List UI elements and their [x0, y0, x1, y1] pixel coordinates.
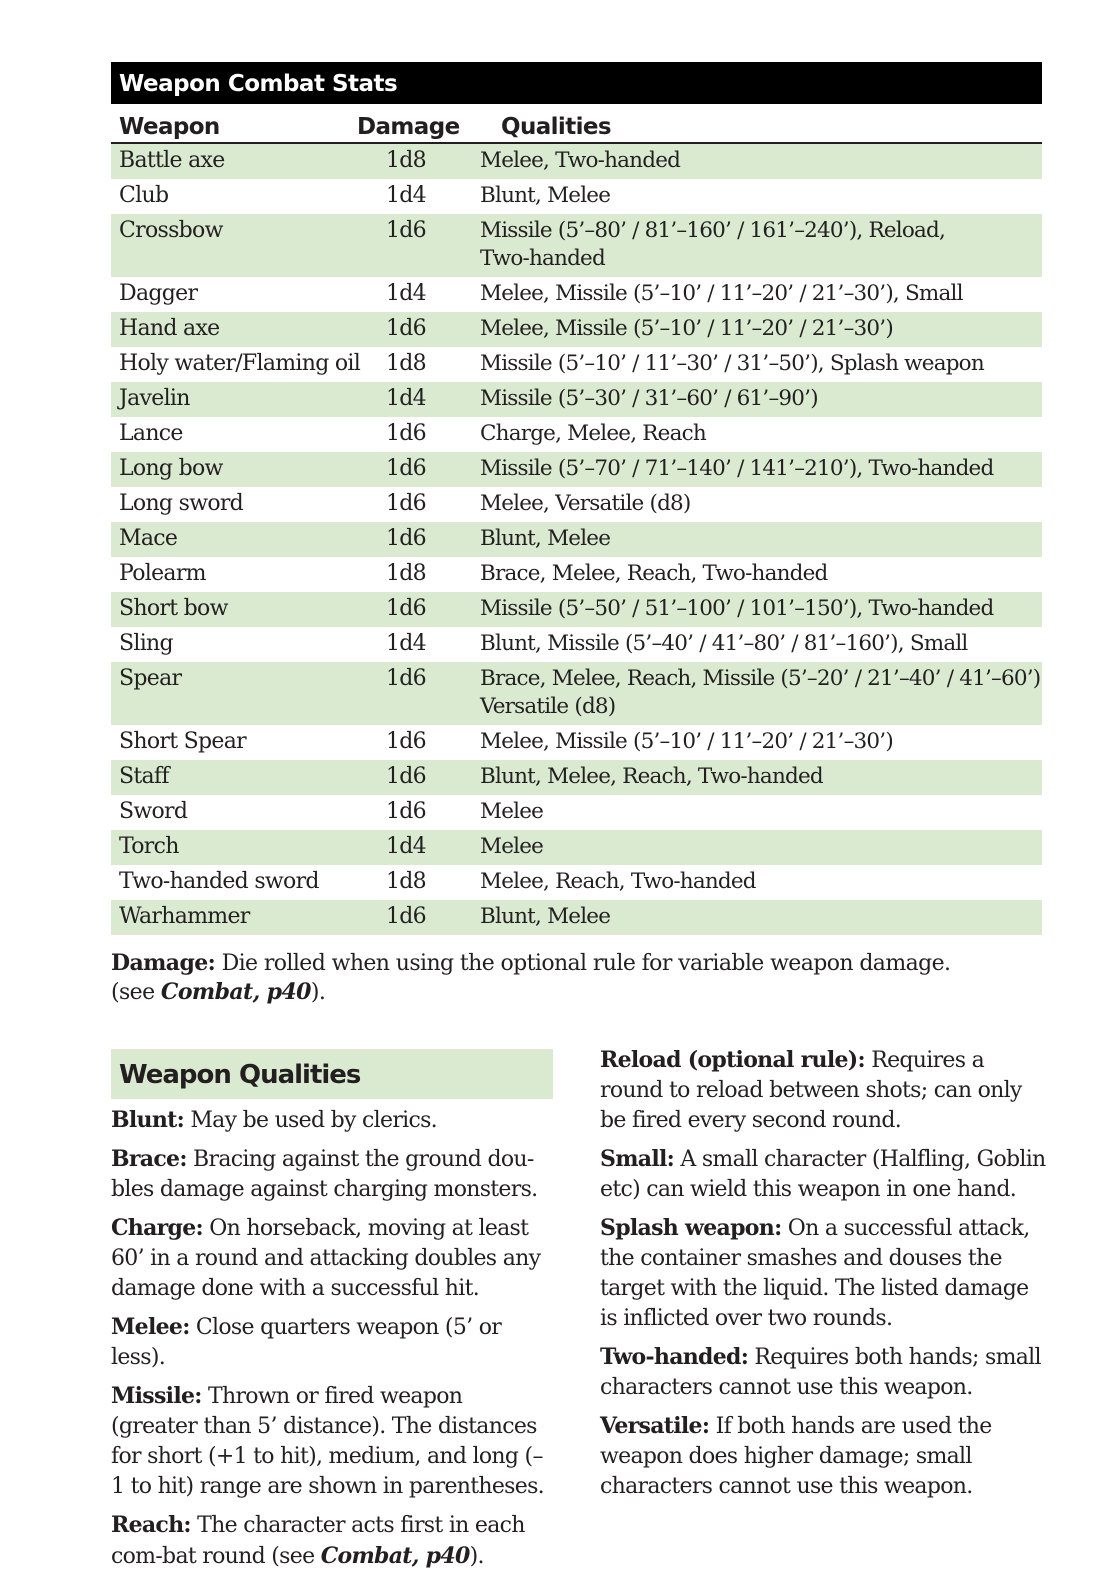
- qualities-cell: Blunt, Missile (5’–40’ / 41’–80’ / 81’–160’), Small: [480, 631, 968, 656]
- definition-text: The character acts first in each com-bat round (see: [111, 1513, 525, 1569]
- table-row: [111, 487, 1042, 522]
- table-row: [111, 277, 1042, 312]
- damage-cell: 1d4: [386, 281, 426, 306]
- damage-cell: 1d6: [386, 764, 426, 789]
- definition-text: May be used by clerics.: [184, 1108, 437, 1133]
- qualities-cell: Melee: [480, 799, 544, 824]
- damage-cell: 1d6: [386, 666, 426, 691]
- definition-term: Melee:: [111, 1314, 190, 1340]
- weapon-cell: Long bow: [119, 456, 223, 481]
- damage-cell: 1d6: [386, 799, 426, 824]
- table-row: [111, 725, 1042, 760]
- definition-item: [600, 1411, 1050, 1502]
- damage-note-term: Damage:: [111, 950, 216, 976]
- definition-term: Reach:: [111, 1512, 191, 1538]
- damage-note-see: (see: [111, 980, 161, 1005]
- table-row: [111, 452, 1042, 487]
- definition-close: ).: [469, 1544, 484, 1569]
- damage-cell: 1d6: [386, 729, 426, 754]
- damage-cell: 1d6: [386, 456, 426, 481]
- definition-term: Charge:: [111, 1215, 203, 1241]
- qualities-cell: Blunt, Melee: [480, 183, 611, 208]
- definition-term: Missile:: [111, 1383, 202, 1409]
- table-row: [111, 830, 1042, 865]
- damage-cell: 1d8: [386, 561, 426, 586]
- weapon-cell: Two-handed sword: [119, 869, 319, 894]
- qualities-cell: Charge, Melee, Reach: [480, 421, 706, 446]
- definition-text: Requires a round to reload between shots; can only be fired every second round.: [600, 1048, 1022, 1133]
- qualities-cell: Melee, Reach, Two-handed: [480, 869, 756, 894]
- weapon-cell: Sling: [119, 631, 173, 656]
- definition-reach: [111, 1510, 553, 1572]
- table-row: [111, 627, 1042, 662]
- damage-cell: 1d4: [386, 631, 426, 656]
- qualities-cell: Melee, Missile (5’–10’ / 11’–20’ / 21’–30’): [480, 316, 893, 341]
- table-row: [111, 900, 1042, 935]
- table-row: [111, 179, 1042, 214]
- weapon-cell: Javelin: [119, 386, 190, 411]
- weapon-cell: Hand axe: [119, 316, 220, 341]
- qualities-cell: Missile (5’–80’ / 81’–160’ / 161’–240’), Reload, Two-handed: [480, 218, 946, 271]
- definition-item: [111, 1213, 553, 1304]
- weapon-cell: Short Spear: [119, 729, 246, 754]
- weapon-cell: Spear: [119, 666, 182, 691]
- definition-item: [111, 1105, 553, 1136]
- weapon-cell: Long sword: [119, 491, 244, 516]
- header-damage: Damage: [357, 114, 460, 140]
- table-row: [111, 144, 1042, 179]
- qualities-cell: Blunt, Melee: [480, 904, 611, 929]
- definition-item: [600, 1045, 1050, 1136]
- qualities-cell: Missile (5’–30’ / 31’–60’ / 61’–90’): [480, 386, 818, 411]
- definition-text: On horseback, moving at least 60’ in a round and attacking doubles any damage done with a successful hit.: [111, 1216, 541, 1301]
- definition-text: Close quarters weapon (5’ or less).: [111, 1315, 502, 1370]
- damage-cell: 1d8: [386, 148, 426, 173]
- weapon-cell: Crossbow: [119, 218, 223, 243]
- header-qualities: Qualities: [501, 114, 611, 140]
- damage-note-ref: Combat, p40: [160, 979, 311, 1005]
- definition-term: Blunt:: [111, 1107, 185, 1133]
- definition-text: Requires both hands; small characters cannot use this weapon.: [600, 1345, 1041, 1400]
- qualities-cell: Melee, Missile (5’–10’ / 11’–20’ / 21’–30’): [480, 729, 893, 754]
- damage-cell: 1d6: [386, 596, 426, 621]
- definition-term: Splash weapon:: [600, 1215, 782, 1241]
- damage-cell: 1d6: [386, 526, 426, 551]
- table-row: [111, 557, 1042, 592]
- damage-note-close: ).: [310, 980, 326, 1005]
- damage-cell: 1d4: [386, 386, 426, 411]
- qualities-cell: Missile (5’–70’ / 71’–140’ / 141’–210’), Two-handed: [480, 456, 994, 481]
- table-row: [111, 760, 1042, 795]
- weapon-cell: Short bow: [119, 596, 228, 621]
- qualities-cell: Brace, Melee, Reach, Missile (5’–20’ / 21’–40’ / 41’–60’) Versatile (d8): [480, 666, 1041, 719]
- weapon-cell: Holy water/Flaming oil: [119, 351, 361, 376]
- qualities-cell: Missile (5’–10’ / 11’–30’ / 31’–50’), Splash weapon: [480, 351, 984, 376]
- qualities-cell: Melee, Two-handed: [480, 148, 681, 173]
- definition-item: [600, 1144, 1050, 1205]
- qualities-left-column: [111, 1049, 553, 1580]
- table-row: [111, 522, 1042, 557]
- table-row: [111, 347, 1042, 382]
- table-title: Weapon Combat Stats: [111, 62, 1042, 104]
- definition-item: [111, 1381, 553, 1502]
- damage-cell: 1d6: [386, 316, 426, 341]
- table-header-row: [111, 104, 1042, 144]
- damage-cell: 1d4: [386, 183, 426, 208]
- weapon-cell: Club: [119, 183, 169, 208]
- damage-note-text: Die rolled when using the optional rule for variable weapon damage.: [215, 951, 951, 976]
- weapon-cell: Staff: [119, 764, 169, 789]
- qualities-cell: Missile (5’–50’ / 51’–100’ / 101’–150’), Two-handed: [480, 596, 994, 621]
- damage-cell: 1d8: [386, 351, 426, 376]
- definition-text: Bracing against the ground dou-bles damage against charging monsters.: [111, 1147, 538, 1202]
- table-row: [111, 865, 1042, 900]
- weapon-cell: Battle axe: [119, 148, 225, 173]
- damage-cell: 1d6: [386, 421, 426, 446]
- table-row: [111, 417, 1042, 452]
- definition-text: A small character (Halfling, Goblin etc) can wield this weapon in one hand.: [600, 1147, 1046, 1202]
- weapon-cell: Mace: [119, 526, 178, 551]
- weapon-cell: Dagger: [119, 281, 198, 306]
- weapon-cell: Warhammer: [119, 904, 250, 929]
- table-row: [111, 795, 1042, 830]
- definition-item: [600, 1342, 1050, 1403]
- qualities-cell: Blunt, Melee, Reach, Two-handed: [480, 764, 823, 789]
- table-row: [111, 662, 1042, 725]
- definition-item: [600, 1213, 1050, 1334]
- weapon-cell: Torch: [119, 834, 179, 859]
- qualities-cell: Blunt, Melee: [480, 526, 611, 551]
- qualities-right-column: [600, 1045, 1050, 1510]
- definition-item: [111, 1312, 553, 1373]
- definition-item: [111, 1144, 553, 1205]
- definition-ref: Combat, p40: [320, 1543, 470, 1569]
- qualities-cell: Melee, Versatile (d8): [480, 491, 691, 516]
- damage-cell: 1d8: [386, 869, 426, 894]
- damage-cell: 1d6: [386, 904, 426, 929]
- weapon-cell: Lance: [119, 421, 183, 446]
- definition-term: Reload (optional rule):: [600, 1047, 865, 1073]
- definition-text: On a successful attack, the container smashes and douses the target with the liquid. The listed damage is inflicted over two rounds.: [600, 1216, 1030, 1331]
- damage-cell: 1d6: [386, 491, 426, 516]
- definition-term: Two-handed:: [600, 1344, 749, 1370]
- weapon-cell: Polearm: [119, 561, 206, 586]
- damage-cell: 1d6: [386, 218, 426, 243]
- qualities-cell: Melee, Missile (5’–10’ / 11’–20’ / 21’–30’), Small: [480, 281, 963, 306]
- table-row: [111, 592, 1042, 627]
- weapon-qualities-title: Weapon Qualities: [111, 1049, 553, 1099]
- header-weapon: Weapon: [119, 114, 220, 140]
- damage-note: [111, 949, 1042, 1007]
- qualities-cell: Brace, Melee, Reach, Two-handed: [480, 561, 828, 586]
- definition-term: Brace:: [111, 1146, 187, 1172]
- definition-term: Small:: [600, 1146, 675, 1172]
- table-body: [111, 144, 1042, 935]
- table-row: [111, 214, 1042, 277]
- weapon-cell: Sword: [119, 799, 188, 824]
- definition-term: Versatile:: [600, 1413, 710, 1439]
- definition-text: If both hands are used the weapon does higher damage; small characters cannot use this weapon.: [600, 1414, 992, 1499]
- definition-text: Thrown or fired weapon (greater than 5’ distance). The distances for short (+1 to hit), medium, and long (–1 to hit) range are shown in parentheses.: [111, 1384, 544, 1499]
- damage-cell: 1d4: [386, 834, 426, 859]
- table-row: [111, 382, 1042, 417]
- table-row: [111, 312, 1042, 347]
- qualities-cell: Melee: [480, 834, 544, 859]
- weapon-combat-stats-table: [111, 62, 1042, 1007]
